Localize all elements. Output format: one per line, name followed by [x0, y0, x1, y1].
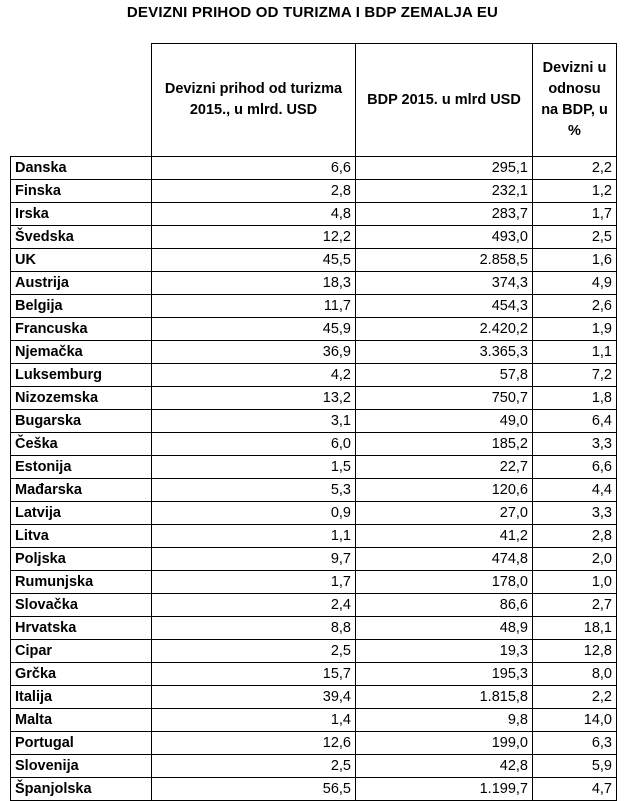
ratio-cell: 2,6: [533, 295, 617, 318]
ratio-cell: 12,8: [533, 640, 617, 663]
table-row: [11, 663, 617, 686]
country-cell: Malta: [11, 709, 152, 732]
table-row: [11, 364, 617, 387]
country-cell: Irska: [11, 203, 152, 226]
tourism-revenue-cell: 1,1: [152, 525, 356, 548]
gdp-cell: 195,3: [356, 663, 533, 686]
gdp-cell: 750,7: [356, 387, 533, 410]
gdp-cell: 42,8: [356, 755, 533, 778]
tourism-revenue-cell: 5,3: [152, 479, 356, 502]
ratio-cell: 6,3: [533, 732, 617, 755]
ratio-cell: 14,0: [533, 709, 617, 732]
table-row: [11, 295, 617, 318]
table-row: [11, 732, 617, 755]
ratio-cell: 4,7: [533, 778, 617, 801]
table-row: [11, 180, 617, 203]
tourism-revenue-cell: 18,3: [152, 272, 356, 295]
ratio-cell: 3,3: [533, 433, 617, 456]
header-tourism-revenue: Devizni prihod od turizma 2015., u mlrd. USD: [152, 44, 356, 157]
country-cell: Rumunjska: [11, 571, 152, 594]
table-row: [11, 778, 617, 801]
country-cell: Slovačka: [11, 594, 152, 617]
tourism-revenue-cell: 6,6: [152, 157, 356, 180]
table-row: [11, 617, 617, 640]
table-row: [11, 410, 617, 433]
ratio-cell: 1,7: [533, 203, 617, 226]
gdp-cell: 22,7: [356, 456, 533, 479]
table-row: [11, 318, 617, 341]
tourism-revenue-cell: 6,0: [152, 433, 356, 456]
ratio-cell: 6,6: [533, 456, 617, 479]
gdp-cell: 493,0: [356, 226, 533, 249]
tourism-revenue-cell: 1,7: [152, 571, 356, 594]
table-title: DEVIZNI PRIHOD OD TURIZMA I BDP ZEMALJA EU: [126, 4, 499, 21]
tourism-revenue-cell: 3,1: [152, 410, 356, 433]
country-cell: Slovenija: [11, 755, 152, 778]
gdp-cell: 2.858,5: [356, 249, 533, 272]
header-row: [11, 44, 617, 157]
gdp-cell: 474,8: [356, 548, 533, 571]
ratio-cell: 2,2: [533, 157, 617, 180]
country-cell: Bugarska: [11, 410, 152, 433]
ratio-cell: 7,2: [533, 364, 617, 387]
ratio-cell: 2,7: [533, 594, 617, 617]
country-cell: Njemačka: [11, 341, 152, 364]
ratio-cell: 4,4: [533, 479, 617, 502]
gdp-cell: 1.199,7: [356, 778, 533, 801]
header-blank-cell: [11, 44, 152, 157]
tourism-revenue-cell: 11,7: [152, 295, 356, 318]
ratio-cell: 1,0: [533, 571, 617, 594]
country-cell: Danska: [11, 157, 152, 180]
gdp-cell: 9,8: [356, 709, 533, 732]
table-row: [11, 456, 617, 479]
country-cell: Češka: [11, 433, 152, 456]
tourism-revenue-cell: 2,4: [152, 594, 356, 617]
country-cell: Belgija: [11, 295, 152, 318]
table-row: [11, 387, 617, 410]
gdp-cell: 178,0: [356, 571, 533, 594]
tourism-revenue-cell: 2,5: [152, 755, 356, 778]
gdp-cell: 283,7: [356, 203, 533, 226]
tourism-revenue-cell: 12,6: [152, 732, 356, 755]
ratio-cell: 4,9: [533, 272, 617, 295]
gdp-cell: 374,3: [356, 272, 533, 295]
table-row: [11, 548, 617, 571]
gdp-cell: 49,0: [356, 410, 533, 433]
gdp-cell: 454,3: [356, 295, 533, 318]
gdp-cell: 19,3: [356, 640, 533, 663]
tourism-revenue-cell: 9,7: [152, 548, 356, 571]
table-row: [11, 571, 617, 594]
ratio-cell: 2,0: [533, 548, 617, 571]
country-cell: Finska: [11, 180, 152, 203]
table-row: [11, 341, 617, 364]
country-cell: Španjolska: [11, 778, 152, 801]
country-cell: Austrija: [11, 272, 152, 295]
table-row: [11, 203, 617, 226]
gdp-cell: 185,2: [356, 433, 533, 456]
header-ratio: Devizni u odnosu na BDP, u %: [533, 44, 617, 157]
gdp-cell: 57,8: [356, 364, 533, 387]
gdp-cell: 41,2: [356, 525, 533, 548]
tourism-revenue-cell: 45,9: [152, 318, 356, 341]
ratio-cell: 6,4: [533, 410, 617, 433]
country-cell: Mađarska: [11, 479, 152, 502]
ratio-cell: 18,1: [533, 617, 617, 640]
country-cell: Portugal: [11, 732, 152, 755]
country-cell: Luksemburg: [11, 364, 152, 387]
tourism-revenue-cell: 1,5: [152, 456, 356, 479]
table-row: [11, 433, 617, 456]
country-cell: Grčka: [11, 663, 152, 686]
tourism-revenue-cell: 12,2: [152, 226, 356, 249]
table-row: [11, 157, 617, 180]
country-cell: Francuska: [11, 318, 152, 341]
country-cell: Švedska: [11, 226, 152, 249]
country-cell: Italija: [11, 686, 152, 709]
ratio-cell: 1,1: [533, 341, 617, 364]
tourism-revenue-cell: 39,4: [152, 686, 356, 709]
tourism-revenue-cell: 1,4: [152, 709, 356, 732]
ratio-cell: 2,2: [533, 686, 617, 709]
tourism-revenue-cell: 36,9: [152, 341, 356, 364]
ratio-cell: 2,8: [533, 525, 617, 548]
country-cell: Litva: [11, 525, 152, 548]
country-cell: Cipar: [11, 640, 152, 663]
gdp-cell: 3.365,3: [356, 341, 533, 364]
gdp-cell: 48,9: [356, 617, 533, 640]
country-cell: Poljska: [11, 548, 152, 571]
country-cell: UK: [11, 249, 152, 272]
country-cell: Nizozemska: [11, 387, 152, 410]
gdp-cell: 1.815,8: [356, 686, 533, 709]
table-row: [11, 272, 617, 295]
table-row: [11, 594, 617, 617]
tourism-revenue-cell: 0,9: [152, 502, 356, 525]
tourism-revenue-cell: 2,8: [152, 180, 356, 203]
ratio-cell: 3,3: [533, 502, 617, 525]
gdp-cell: 2.420,2: [356, 318, 533, 341]
gdp-cell: 232,1: [356, 180, 533, 203]
gdp-cell: 295,1: [356, 157, 533, 180]
table-row: [11, 249, 617, 272]
tourism-revenue-cell: 15,7: [152, 663, 356, 686]
gdp-cell: 86,6: [356, 594, 533, 617]
tourism-revenue-cell: 8,8: [152, 617, 356, 640]
ratio-cell: 1,9: [533, 318, 617, 341]
ratio-cell: 5,9: [533, 755, 617, 778]
gdp-cell: 27,0: [356, 502, 533, 525]
country-cell: Hrvatska: [11, 617, 152, 640]
tourism-revenue-cell: 13,2: [152, 387, 356, 410]
ratio-cell: 8,0: [533, 663, 617, 686]
table-row: [11, 755, 617, 778]
eu-tourism-gdp-table: [10, 43, 617, 801]
table-row: [11, 525, 617, 548]
table-row: [11, 686, 617, 709]
ratio-cell: 2,5: [533, 226, 617, 249]
tourism-revenue-cell: 56,5: [152, 778, 356, 801]
ratio-cell: 1,2: [533, 180, 617, 203]
tourism-revenue-cell: 4,2: [152, 364, 356, 387]
country-cell: Estonija: [11, 456, 152, 479]
table-row: [11, 709, 617, 732]
ratio-cell: 1,8: [533, 387, 617, 410]
gdp-cell: 120,6: [356, 479, 533, 502]
table-row: [11, 479, 617, 502]
gdp-cell: 199,0: [356, 732, 533, 755]
table-row: [11, 502, 617, 525]
table-body: [11, 157, 617, 801]
table-row: [11, 226, 617, 249]
ratio-cell: 1,6: [533, 249, 617, 272]
tourism-revenue-cell: 45,5: [152, 249, 356, 272]
tourism-revenue-cell: 4,8: [152, 203, 356, 226]
header-gdp: BDP 2015. u mlrd USD: [356, 44, 533, 157]
country-cell: Latvija: [11, 502, 152, 525]
table-row: [11, 640, 617, 663]
tourism-revenue-cell: 2,5: [152, 640, 356, 663]
